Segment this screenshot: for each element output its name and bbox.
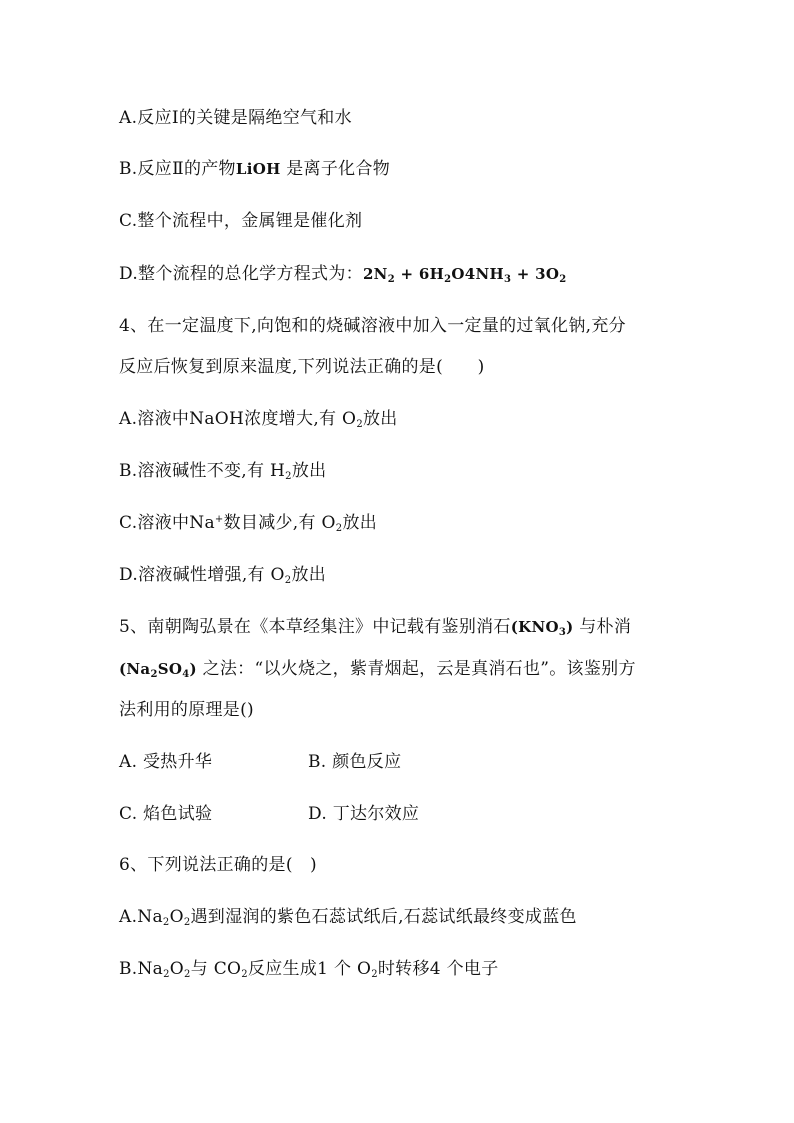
q3-option-b-text: B.反应Ⅱ的产物 — [119, 159, 236, 179]
q4-option-a: A.溶液中NaOH浓度增大,有 $O_2$放出 — [119, 409, 398, 430]
q3-option-b-tail: 是离子化合物 — [280, 159, 391, 179]
q3-option-a-text: A.反应Ⅰ的关键是隔绝空气和水 — [119, 108, 352, 128]
q5-option-b: B. 颜色反应 — [308, 752, 402, 772]
q4-stem-line1 — [119, 314, 626, 338]
q5-stem-line2: $(Na_2SO_4)$ 之法：“以火烧之，紫青烟起，云是真消石也”。该鉴别方 — [119, 659, 636, 680]
q5-options-row2 — [119, 802, 679, 826]
q5-options-row1 — [119, 750, 679, 774]
q6-stem: 6、下列说法正确的是( ) — [119, 855, 317, 875]
kno3-formula: $(KNO_3)$ — [510, 618, 574, 638]
q5-stem-line1: 5、南朝陶弘景在《本草经集注》中记载有鉴别消石$(KNO_3)$ 与朴消 — [119, 617, 632, 638]
q4-stem-line2 — [119, 355, 485, 379]
q4-option-c: C.溶液中Na+数目减少,有 $O_2$放出 — [119, 513, 378, 534]
q5-option-c: C. 焰色试验 — [119, 804, 213, 824]
overall-equation: $2N_2 + 6H_2O4NH_3 + 3O_2$ — [362, 265, 567, 285]
q3-option-c-text: C.整个流程中，金属锂是催化剂 — [119, 211, 363, 231]
q3-option-d-text: D.整个流程的总化学方程式为： — [119, 264, 363, 284]
lioh-formula: LiOH — [235, 160, 281, 178]
q4-stem-text-1: 4、在一定温度下,向饱和的烧碱溶液中加入一定量的过氧化钠,充分 — [119, 316, 626, 336]
q3-option-d — [119, 262, 567, 286]
na2so4-formula: $(Na_2SO_4)$ — [119, 660, 197, 680]
q3-option-b — [119, 157, 390, 181]
q3-option-c — [119, 209, 362, 233]
q5-option-d: D. 丁达尔效应 — [308, 804, 420, 824]
q5-stem-line3: 法利用的原理是() — [119, 700, 254, 720]
q3-option-a — [119, 106, 352, 130]
q4-option-d: D.溶液碱性增强,有 $O_2$放出 — [119, 565, 327, 586]
q6-option-a: $A.Na_2O_2$遇到湿润的紫色石蕊试纸后,石蕊试纸最终变成蓝色 — [119, 907, 577, 928]
q6-option-b: $B.Na_2O_2$与 $CO_2$反应生成1 个 $O_2$时转移4 个电子 — [119, 959, 499, 980]
q4-stem-text-2: 反应后恢复到原来温度,下列说法正确的是( ) — [119, 357, 485, 377]
q4-option-b: B.溶液碱性不变,有 $H_2$放出 — [119, 461, 327, 482]
q5-option-a: A. 受热升华 — [119, 752, 213, 772]
